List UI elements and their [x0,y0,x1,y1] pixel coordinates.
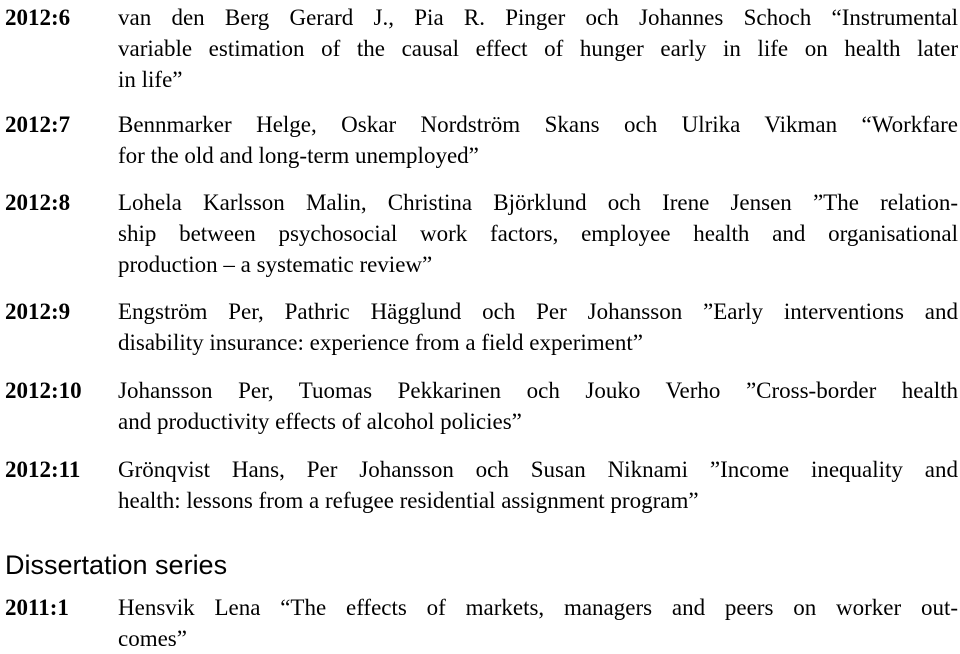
entry-2012-7 [0,109,960,171]
entry-2012-11 [0,454,960,516]
entry-2012-8 [0,187,960,280]
entry-2011-1 [0,592,960,654]
citation-line: Lohela Karlsson Malin, Christina Björklund och Irene Jensen ”The relation- [118,190,958,215]
citation-line: in life” [118,67,183,92]
citation-line: health: lessons from a refugee residential assignment program” [118,488,699,513]
citation-line: ship between psychosocial work factors, employee health and organisational [118,221,958,246]
entry-number: 2012:6 [5,5,71,30]
entry-citation [118,109,958,171]
entry-citation [118,187,958,280]
citation-line: van den Berg Gerard J., Pia R. Pinger och Johannes Schoch “Instrumental [118,5,958,30]
entry-number: 2012:8 [5,190,71,215]
entry-2012-10 [0,375,960,437]
entry-number: 2012:10 [5,378,82,403]
entry-citation [118,592,958,654]
citation-line: comes” [118,626,187,651]
entry-number: 2011:1 [5,595,69,620]
entry-number: 2012:9 [5,299,71,324]
entry-citation [118,296,958,358]
citation-line: variable estimation of the causal effect of hunger early in life on health later [118,36,958,61]
entry-number: 2012:7 [5,112,71,137]
citation-line: Bennmarker Helge, Oskar Nordström Skans och Ulrika Vikman “Workfare [118,112,958,137]
entry-2012-6 [0,2,960,95]
entry-citation [118,375,958,437]
citation-line: disability insurance: experience from a field experiment” [118,330,643,355]
citation-line: Johansson Per, Tuomas Pekkarinen och Jouko Verho ”Cross-border health [118,378,958,403]
citation-line: Hensvik Lena “The effects of markets, managers and peers on worker out- [118,595,958,620]
citation-line: Grönqvist Hans, Per Johansson och Susan Niknami ”Income inequality and [118,457,958,482]
section-heading: Dissertation series [5,550,228,580]
entry-2012-9 [0,296,960,358]
citation-line: production – a systematic review” [118,252,433,277]
entry-citation [118,454,958,516]
citation-line: Engström Per, Pathric Hägglund och Per Johansson ”Early interventions and [118,299,958,324]
entry-number: 2012:11 [5,457,81,482]
citation-line: and productivity effects of alcohol policies” [118,409,522,434]
citation-line: for the old and long-term unemployed” [118,143,479,168]
entry-citation [118,2,958,95]
